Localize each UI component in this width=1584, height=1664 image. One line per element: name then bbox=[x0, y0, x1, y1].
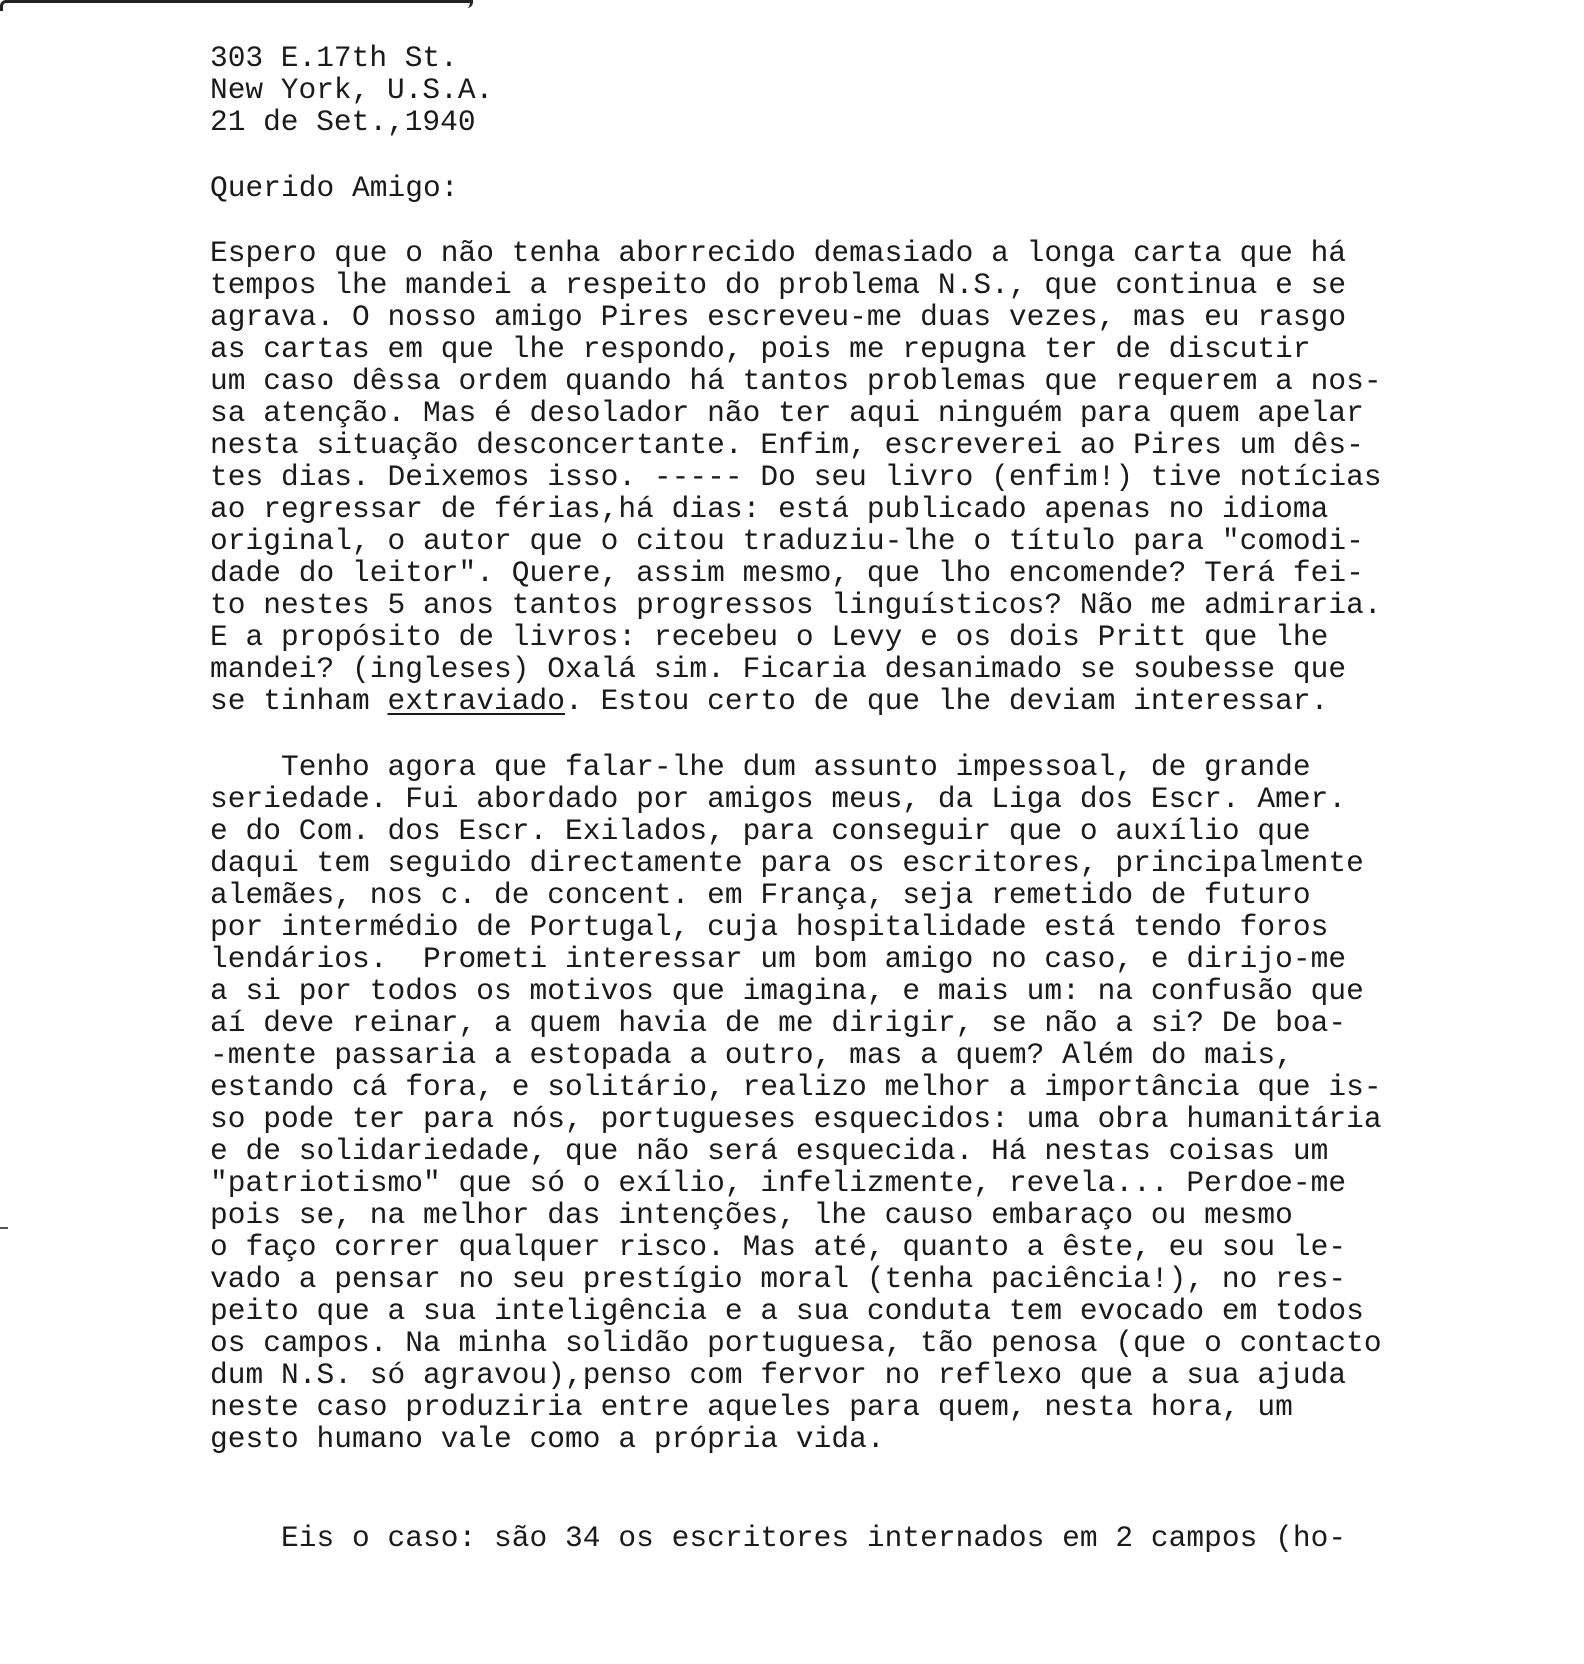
text-line: so pode ter para nós, portugueses esquecidos: uma obra humanitária bbox=[210, 1102, 1382, 1136]
margin-mark bbox=[0, 1227, 8, 1229]
address-street: 303 E.17th St. bbox=[210, 41, 458, 75]
salutation: Querido Amigo: bbox=[210, 171, 459, 205]
text-line: original, o autor que o citou traduziu-lhe o título para "comodi- bbox=[210, 524, 1364, 558]
text-line: neste caso produziria entre aqueles para quem, nesta hora, um bbox=[210, 1390, 1293, 1424]
text-line: as cartas em que lhe respondo, pois me repugna ter de discutir bbox=[210, 332, 1311, 366]
text-line: nesta situação desconcertante. Enfim, escreverei ao Pires um dês- bbox=[210, 428, 1364, 462]
text-line: -mente passaria a estopada a outro, mas a quem? Além do mais, bbox=[210, 1038, 1293, 1072]
text-line: e do Com. dos Escr. Exilados, para conseguir que o auxílio que bbox=[210, 814, 1311, 848]
text-line-underlined bbox=[210, 685, 1328, 717]
text-line: gesto humano vale como a própria vida. bbox=[210, 1422, 885, 1456]
text-line: daqui tem seguido directamente para os escritores, principalmente bbox=[210, 846, 1364, 880]
text-line: estando cá fora, e solitário, realizo melhor a importância que is- bbox=[210, 1070, 1382, 1104]
text-line: to nestes 5 anos tantos progressos linguísticos? Não me admiraria. bbox=[210, 588, 1382, 622]
text-line: dade do leitor". Quere, assim mesmo, que lho encomende? Terá fei- bbox=[210, 556, 1364, 590]
text-line: pois se, na melhor das intenções, lhe causo embaraço ou mesmo bbox=[210, 1198, 1293, 1232]
text-line: o faço correr qualquer risco. Mas até, quanto a êste, eu sou le- bbox=[210, 1230, 1347, 1264]
text-line: por intermédio de Portugal, cuja hospitalidade está tendo foros bbox=[210, 910, 1329, 944]
text-line: Espero que o não tenha aborrecido demasiado a longa carta que há bbox=[210, 236, 1347, 270]
text-line: E a propósito de livros: recebeu o Levy e os dois Pritt que lhe bbox=[210, 620, 1329, 654]
text-line: lendários. Prometi interessar um bom amigo no caso, e dirijo-me bbox=[210, 942, 1347, 976]
text-line: aí deve reinar, a quem havia de me dirigir, se não a si? De boa- bbox=[210, 1006, 1347, 1040]
text-line: tes dias. Deixemos isso. ----- Do seu livro (enfim!) tive notícias bbox=[210, 460, 1382, 494]
text-line: alemães, nos c. de concent. em França, seja remetido de futuro bbox=[210, 878, 1311, 912]
text-line: tempos lhe mandei a respeito do problema N.S., que continua e se bbox=[210, 268, 1347, 302]
text-line: dum N.S. só agravou),penso com fervor no reflexo que a sua ajuda bbox=[210, 1358, 1347, 1392]
address-city: New York, U.S.A. bbox=[210, 73, 494, 107]
text-line: "patriotismo" que só o exílio, infelizmente, revela... Perdoe-me bbox=[210, 1166, 1347, 1200]
text-line: sa atenção. Mas é desolador não ter aqui ninguém para quem apelar bbox=[210, 396, 1364, 430]
text-line: mandei? (ingleses) Oxalá sim. Ficaria desanimado se soubesse que bbox=[210, 652, 1347, 686]
text-line: os campos. Na minha solidão portuguesa, tão penosa (que o contacto bbox=[210, 1326, 1382, 1360]
text-line: Eis o caso: são 34 os escritores internados em 2 campos (ho- bbox=[210, 1521, 1347, 1555]
text-line: peito que a sua inteligência e a sua conduta tem evocado em todos bbox=[210, 1294, 1364, 1328]
letter-date: 21 de Set.,1940 bbox=[210, 105, 476, 139]
text-line: ao regressar de férias,há dias: está publicado apenas no idioma bbox=[210, 492, 1329, 526]
text-line: seriedade. Fui abordado por amigos meus, da Liga dos Escr. Amer. bbox=[210, 782, 1347, 816]
text-segment: se tinham bbox=[210, 684, 388, 718]
text-line: agrava. O nosso amigo Pires escreveu-me duas vezes, mas eu rasgo bbox=[210, 300, 1347, 334]
text-line: Tenho agora que falar-lhe dum assunto impessoal, de grande bbox=[210, 750, 1311, 784]
text-segment: . Estou certo de que lhe deviam interessar. bbox=[565, 684, 1329, 718]
underlined-word: extraviado bbox=[387, 684, 566, 718]
scan-edge-mark bbox=[0, 0, 473, 11]
text-line: vado a pensar no seu prestígio moral (tenha paciência!), no res- bbox=[210, 1262, 1347, 1296]
text-line: e de solidariedade, que não será esquecida. Há nestas coisas um bbox=[210, 1134, 1329, 1168]
text-line: um caso dêssa ordem quando há tantos problemas que requerem a nos- bbox=[210, 364, 1382, 398]
text-line: a si por todos os motivos que imagina, e mais um: na confusão que bbox=[210, 974, 1364, 1008]
